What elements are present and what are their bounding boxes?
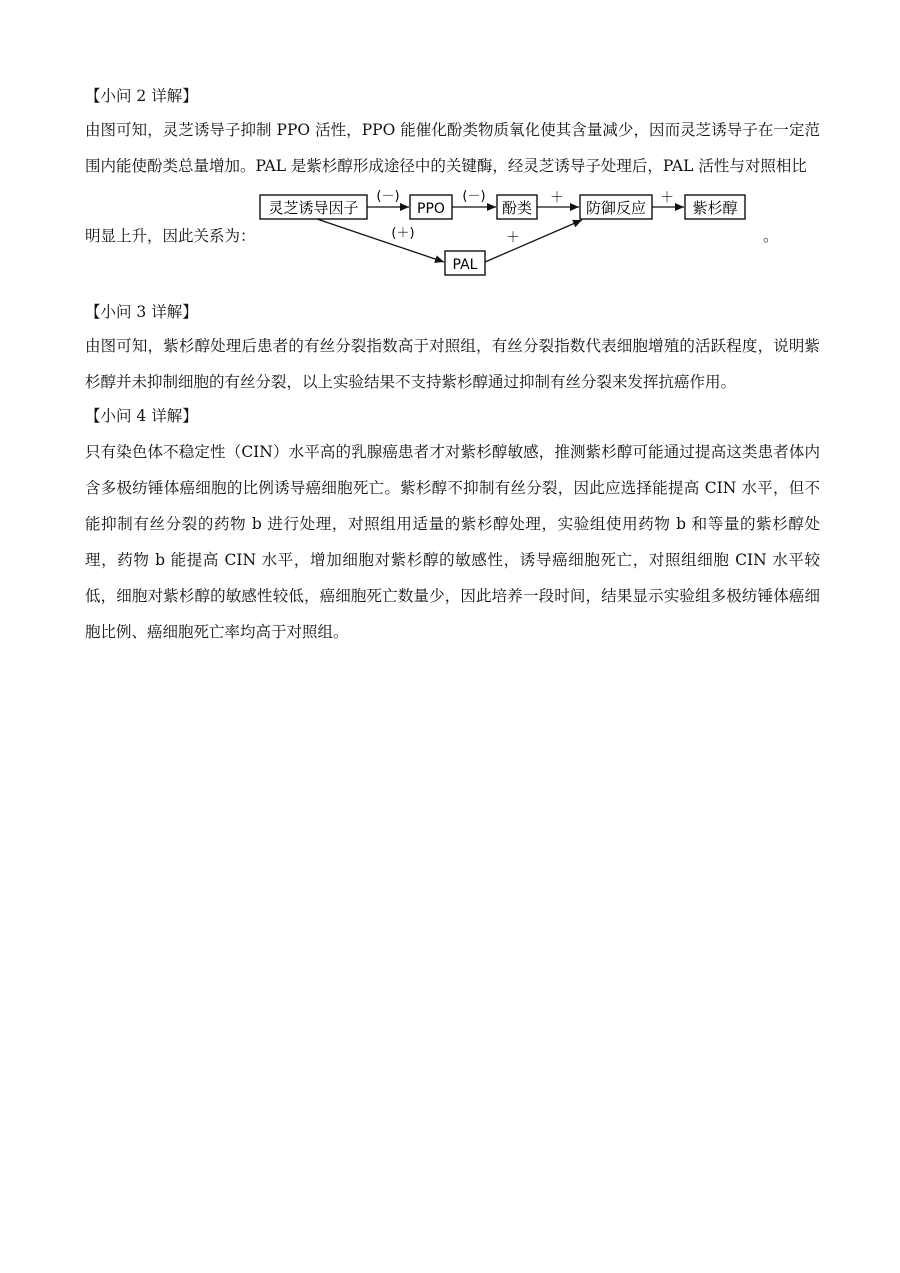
pathway-diagram (255, 185, 765, 280)
node-pal: PAL (452, 257, 478, 273)
label-ppo-phenol: (－) (462, 189, 486, 204)
q4-heading: 【小问 4 详解】 (85, 407, 198, 425)
label-defense-taxol: ＋ (660, 190, 674, 206)
q2-paragraph: 由图可知，灵芝诱导子抑制 PPO 活性，PPO 能催化酚类物质氧化使其含量减少，因而灵芝诱导子在一定范围内能使酚类总量增加。PAL 是紫杉醇形成途径中的关键酶，经灵芝诱导子处理后，PAL 活性与对照相比 (85, 121, 820, 175)
node-defense: 防御反应 (585, 199, 647, 217)
node-phenol: 酚类 (501, 199, 533, 217)
node-inducer: 灵芝诱导因子 (268, 199, 359, 217)
q2-diagram-lead: 明显上升，因此关系为： (85, 227, 256, 245)
q2-heading: 【小问 2 详解】 (85, 87, 198, 105)
label-inducer-ppo: (－) (376, 189, 400, 204)
label-inducer-pal: (＋) (391, 226, 415, 241)
node-ppo: PPO (417, 201, 445, 217)
q2-diagram-trail: 。 (763, 227, 779, 245)
edge-inducer-pal (317, 219, 444, 262)
edge-pal-defense (485, 220, 582, 262)
label-pal-defense: ＋ (506, 230, 520, 246)
node-taxol: 紫杉醇 (692, 199, 738, 217)
q4-paragraph: 只有染色体不稳定性（CIN）水平高的乳腺癌患者才对紫杉醇敏感，推测紫杉醇可能通过提高这类患者体内含多极纺锤体癌细胞的比例诱导癌细胞死亡。紫杉醇不抑制有丝分裂，因此应选择能提高 CIN 水平，但不能抑制有丝分裂的药物 b 进行处理，对照组用适量的紫杉醇处理，实验组使用药物 b 和等量的紫杉醇处理，药物 b 能提高 CIN 水平，增加细胞对紫杉醇的敏感性，诱导癌细胞死亡，对照组细胞 CIN 水平较低，细胞对紫杉醇的敏感性较低，癌细胞死亡数量少，因此培养一段时间，结果显示实验组多极纺锤体癌细胞比例、癌细胞死亡率均高于对照组。 (85, 443, 820, 641)
label-phenol-defense: ＋ (550, 190, 564, 206)
q3-heading: 【小问 3 详解】 (85, 303, 198, 321)
q3-paragraph: 由图可知，紫杉醇处理后患者的有丝分裂指数高于对照组，有丝分裂指数代表细胞增殖的活跃程度，说明紫杉醇并未抑制细胞的有丝分裂，以上实验结果不支持紫杉醇通过抑制有丝分裂来发挥抗癌作用。 (85, 337, 820, 391)
